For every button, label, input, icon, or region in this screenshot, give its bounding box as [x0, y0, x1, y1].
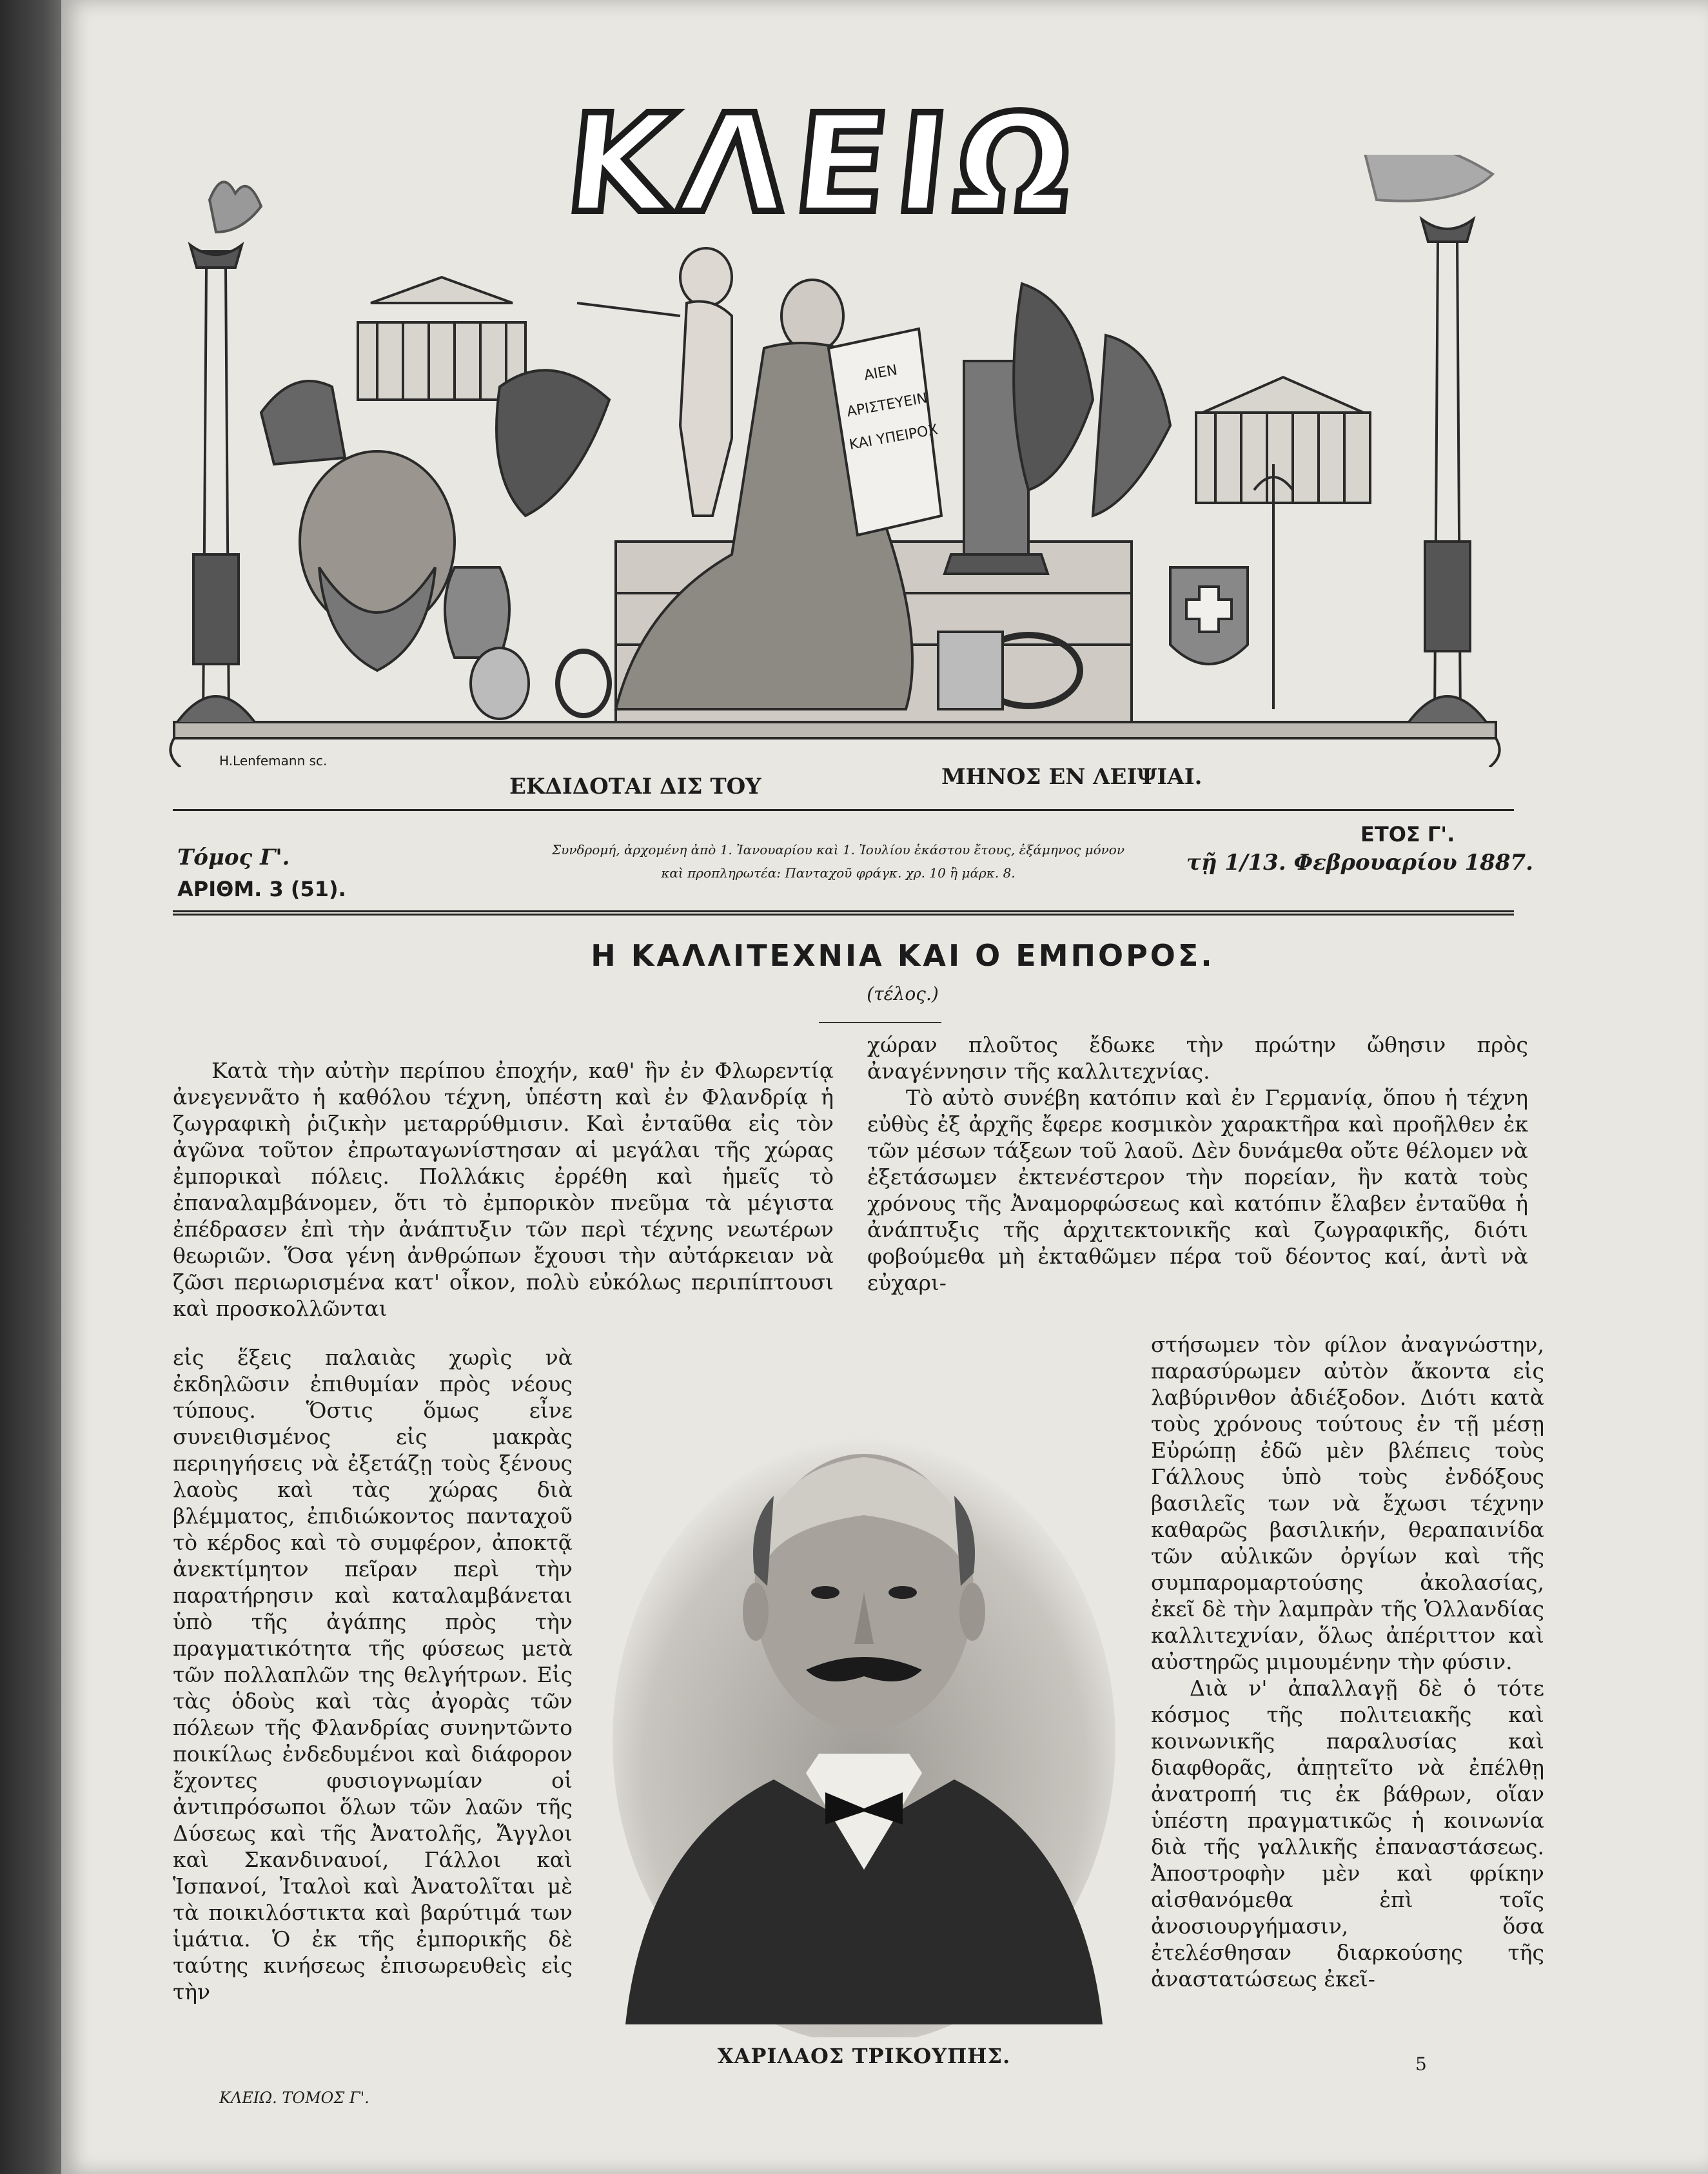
paragraph: στήσωμεν τὸν φίλον ἀναγνώστην, παρασύρωμεν αὐτὸν ἄκοντα εἰς λαβύρινθον ἀδιέξοδον. Διότι κατὰ τοὺς χρόνους τούτους ἐν τῇ μέσῃ Εὐρώπῃ ἐδῶ μὲν βλέπεις τοὺς Γάλλους ὑπὸ τοὺς ἐνδόξους βασιλεῖς των νὰ ἔχωσι τέχνην καθαρῶς βασιλικήν, θεραπαινίδα τῶν αὐλικῶν ὀργίων καὶ τῆς συμπαρομαρτούσης ἀκολασίας, ἐκεῖ δὲ τὴν λαμπρὰν τῆς Ὁλλανδίας καλλιτεχνίαν, ὅλως ἀπέριττον καὶ αὐστηρῶς μιμουμένην τὴν φύσιν.	[1151, 1332, 1544, 1674]
issue-date: τῇ 1/13. Φεβρουαρίου 1887.	[1186, 850, 1534, 876]
book-spine	[0, 0, 61, 2174]
article-title: Η ΚΑΛΛΙΤΕΧΝΙΑ ΚΑΙ Ο ΕΜΠΟΡΟΣ.	[591, 938, 1215, 973]
portrait-caption: ΧΑΡΙΛΑΟΣ ΤΡΙΚΟΥΠΗΣ.	[717, 2044, 1011, 2068]
publishing-note-right: ΜΗΝΟΣ ΕΝ ΛΕΙΨΙΑΙ.	[941, 764, 1202, 790]
paragraph: χώραν πλοῦτος ἔδωκε τὴν πρώτην ὤθησιν πρὸς ἀναγέννησιν τῆς καλλιτεχνίας.	[867, 1032, 1528, 1084]
issue-year: ΕΤΟΣ Γ'.	[1360, 822, 1455, 847]
article-subtitle: (τέλος.)	[867, 983, 939, 1004]
issue-volume: Τόμος Γ'.	[177, 845, 290, 870]
subscription-info	[516, 838, 1161, 885]
paragraph: Κατὰ τὴν αὐτὴν περίπου ἐποχήν, καθ' ἣν ἐν Φλωρεντίᾳ ἀνεγεννᾶτο ἡ καθόλου τέχνη, ὑπέστη καὶ ἐν Φλανδρίᾳ ἡ ζωγραφικὴ ῥιζικὴν μεταρρύθμισιν. Καὶ ἐνταῦθα εἰς τὸν ἀγῶνα τοῦτον ἐπρωταγωνίστησαν αἱ μεγάλαι τῆς χώρας ἐμπορικαὶ πόλεις. Πολλάκις ἐρρέθη καὶ ἡμεῖς τὸ ἐπαναλαμβάνομεν, ὅτι τὸ ἐμπορικὸν πνεῦμα τὰ μέγιστα ἐπέδρασεν ἐπὶ τὴν ἀνάπτυξιν τῶν περὶ τέχνης νεωτέρων θεωριῶν. Ὅσα γένη ἀνθρώπων ἔχουσι τὴν αὐτάρκειαν νὰ ζῶσι περιωρισμένα κατ' οἶκον, πολὺ εὐκόλως περιπίπτουσι καὶ προσκολλῶνται	[173, 1058, 834, 1321]
subscription-line-1: Συνδρομή, ἀρχομένη ἀπὸ 1. Ἰανουαρίου καὶ 1. Ἰουλίου ἑκάστου ἔτους, ἑξάμηνος μόνον	[552, 842, 1124, 857]
engraver-signature: H.Lenfemann sc.	[219, 753, 328, 769]
paragraph: εἰς ἕξεις παλαιὰς χωρὶς νὰ ἐκδηλῶσιν ἐπιθυμίαν πρὸς νέους τύπους. Ὅστις ὅμως εἶνε συνειθισμένος εἰς μακρὰς περιηγήσεις νὰ ἐξετάζῃ τοὺς ξένους λαοὺς καὶ τὰς χώρας διὰ βλέμματος, ἐπιδιώκοντος πανταχοῦ τὸ κέρδος καὶ τὸ συμφέρον, ἀποκτᾷ ἀνεκτίμητον πεῖραν περὶ τὴν παρατήρησιν καὶ καταλαμβάνεται ὑπὸ τῆς ἀγάπης πρὸς τὴν πραγματικότητα τῆς φύσεως μετὰ τῶν πολλαπλῶν της θελγήτρων. Εἰς τὰς ὁδοὺς καὶ τὰς ἀγορὰς τῶν πόλεων τῆς Φλανδρίας συνηντῶντο ποικίλως ἐνδεδυμένοι καὶ διάφορον ἔχοντες φυσιογνωμίαν οἱ ἀντιπρόσωποι ὅλων τῶν λαῶν τῆς Δύσεως καὶ τῆς Ἀνατολῆς, Ἄγγλοι καὶ Σκανδιναυοί, Γάλλοι καὶ Ἱσπανοί, Ἰταλοὶ καὶ Ἀνατολῖται μὲ τὰ ποικιλόστικτα καὶ βαρύτιμά των ἱμάτια. Ὁ ἐκ τῆς ἐμπορικῆς δὲ ταύτης κινήσεως ἐπισωρευθεὶς εἰς τὴν	[173, 1345, 573, 2004]
title-divider	[819, 1022, 941, 1023]
tablet-line-2: ΑΡΙΣΤΕΥΕΙΝ	[845, 390, 929, 420]
column-right-top	[867, 1032, 1528, 1296]
paragraph: Διὰ ν' ἀπαλλαγῇ δὲ ὁ τότε κόσμος τῆς πολιτειακῆς καὶ κοινωνικῆς παραλυσίας καὶ διαφθορᾶς, ἀπῃτεῖτο νὰ ἐπέλθῃ ἀνατροπή τις ἐκ βάθρων, οἵαν ὑπέστη πραγματικῶς ἡ κοινωνία διὰ τῆς γαλλικῆς ἐπαναστάσεως. Ἀποστροφὴν μὲν καὶ φρίκην αἰσθανόμεθα ἐπὶ τοῖς ἀνοσιουργήμασιν, ὅσα ἐτελέσθησαν διαρκούσης τῆς ἀναστατώσεως ἐκεῖ-	[1151, 1676, 1544, 1992]
column-left-narrow	[173, 1344, 573, 2005]
masthead-engraving	[164, 155, 1506, 767]
page-number: 5	[1415, 2053, 1427, 2075]
subscription-line-2: καὶ προπληρωτέα: Πανταχοῦ φράγκ. χρ. 10 ἢ μάρκ. 8.	[661, 865, 1016, 881]
page-footer: ΚΛΕΙΩ. ΤΟΜΟΣ Γ'.	[219, 2089, 369, 2107]
publishing-note-left: ΕΚΔΙΔΟΤΑΙ ΔΙΣ ΤΟΥ	[509, 774, 761, 799]
tablet-line-3: ΚΑΙ ΥΠΕΙΡΟΧ	[848, 422, 939, 453]
issue-number: ΑΡΙΘΜ. 3 (51).	[177, 877, 346, 901]
portrait-engraving	[606, 1380, 1122, 2037]
tablet-line-1: ΑΙΕΝ	[863, 362, 899, 384]
masthead-title: ΚΛΕΙΩ	[559, 85, 1089, 243]
header-rule-top	[173, 809, 1514, 811]
column-right-narrow	[1151, 1331, 1544, 1992]
paragraph: Τὸ αὐτὸ συνέβη κατόπιν καὶ ἐν Γερμανίᾳ, ὅπου ἡ τέχνη εὐθὺς ἐξ ἀρχῆς ἔφερε κοσμικὸν χαρακτῆρα καὶ προῆλθεν ἐκ τῶν μέσων τάξεων τοῦ λαοῦ. Δὲν δυνάμεθα οὔτε θέλομεν νὰ ἐξετάσωμεν ἐκτενέστερον τὴν πορείαν, ἣν κατὰ τοὺς χρόνους τῆς Ἀναμορφώσεως καὶ κατόπιν ἔλαβεν ἐνταῦθα ἡ ἀνάπτυξις τῆς ἀρχιτεκτονικῆς καὶ ζωγραφικῆς, διότι φοβούμεθα μὴ ἐκταθῶμεν πέρα τοῦ δέοντος καί, ἀντὶ νὰ εὐχαρι-	[867, 1085, 1528, 1295]
column-left-top	[173, 1057, 834, 1322]
header-rule-bottom	[173, 910, 1514, 916]
